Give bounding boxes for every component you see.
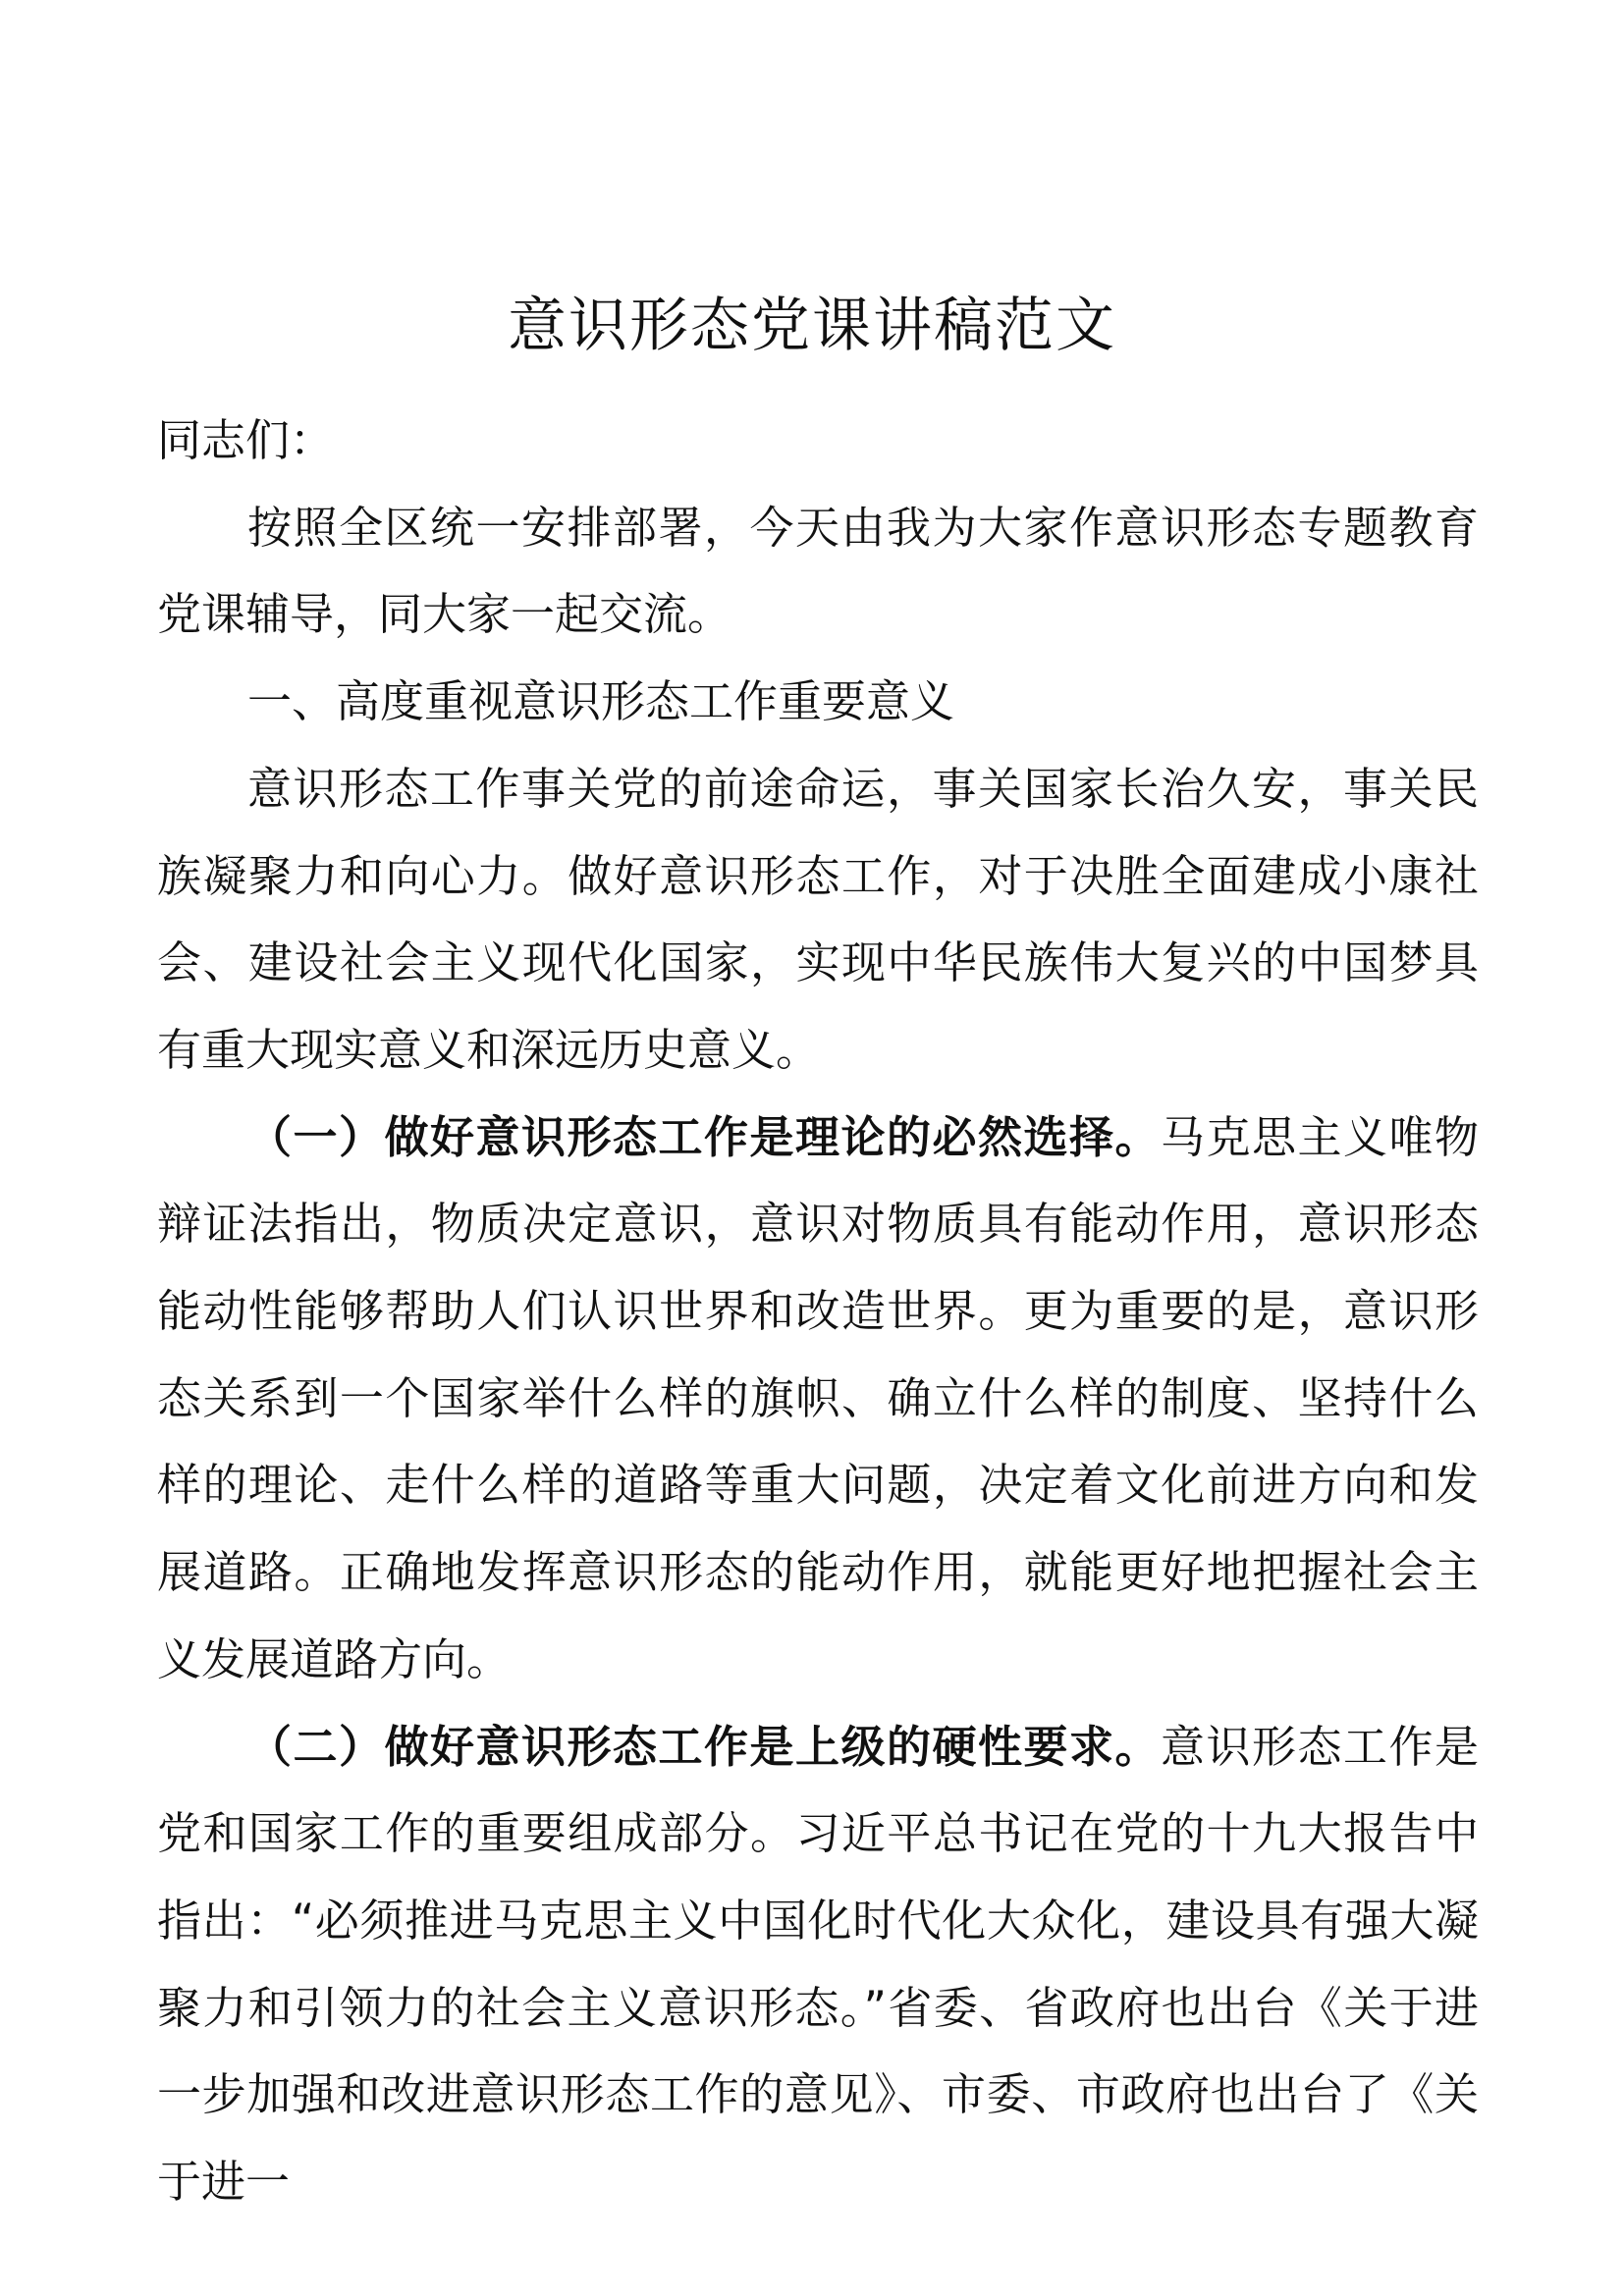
point-1-heading: （一）做好意识形态工作是理论的必然选择。 <box>247 1110 1161 1163</box>
document-body <box>157 398 1479 2226</box>
section-heading-1: 一、高度重视意识形态工作重要意义 <box>247 675 955 728</box>
point-1-text: 马克思主义唯物辩证法指出，物质决定意识，意识对物质具有能动作用，意识形态能动性能够帮助人们认识世界和改造世界。更为重要的是，意识形态关系到一个国家举什么样的旗帜、确立什么样的制度、坚持什么样的理论、走什么样的道路等重大问题，决定着文化前进方向和发展道路。正确地发挥意识形态的能动作用，就能更好地把握社会主义发展道路方向。 <box>157 1110 1479 1685</box>
document-title: 意识形态党课讲稿范文 <box>508 292 1116 360</box>
point-2-paragraph <box>157 1704 1479 2226</box>
point-2-text: 意识形态工作是党和国家工作的重要组成部分。习近平总书记在党的十九大报告中指出：“必须推进马克思主义中国化时代化大众化，建设具有强大凝聚力和引领力的社会主义意识形态。”省委、省政府也出台《关于进一步加强和改进意识形态工作的意见》、市委、市政府也出台了《关于进一 <box>157 1720 1479 2209</box>
intro-paragraph: 按照全区统一安排部署，今天由我为大家作意识形态专题教育党课辅导，同大家一起交流。 <box>157 501 1479 641</box>
point-2-heading: （二）做好意识形态工作是上级的硬性要求。 <box>247 1720 1161 1773</box>
salutation: 同志们： <box>157 414 335 466</box>
section-1-paragraph: 意识形态工作事关党的前途命运，事关国家长治久安，事关民族凝聚力和向心力。做好意识形态工作，对于决胜全面建成小康社会、建设社会主义现代化国家，实现中华民族伟大复兴的中国梦具有重大现实意义和深远历史意义。 <box>157 762 1479 1076</box>
point-1-paragraph <box>157 1095 1479 1704</box>
